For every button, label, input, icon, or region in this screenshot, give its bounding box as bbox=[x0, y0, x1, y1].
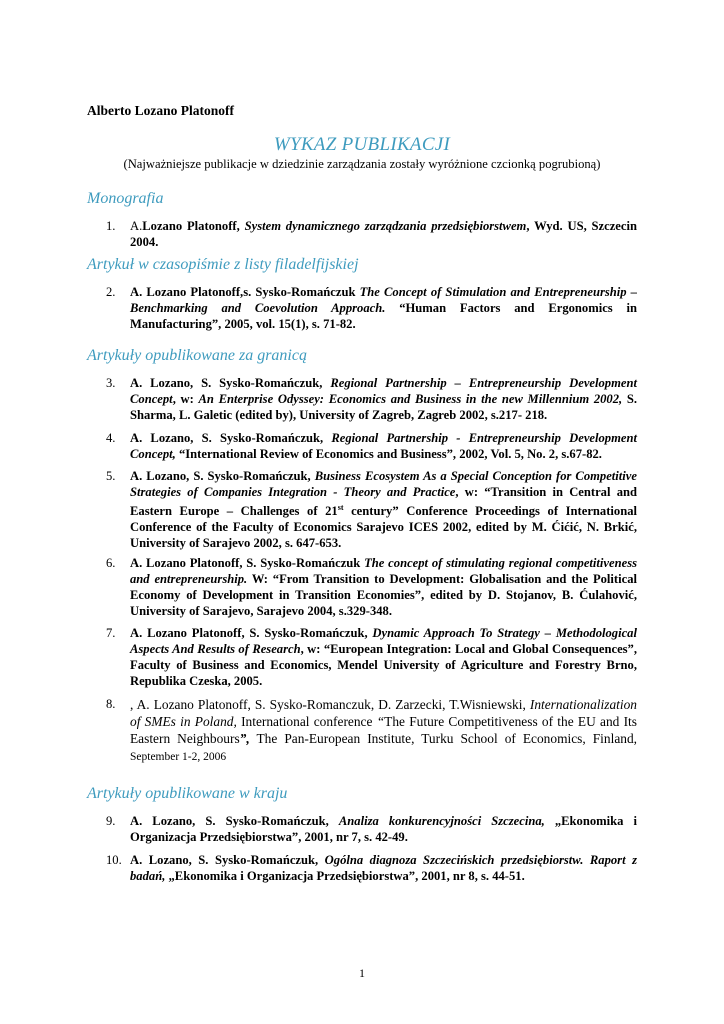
item-text: A. Lozano Platonoff,s. Sysko-Romańczuk The Concept of Stimulation and Entrepreneurship – Benchmarking and Coevolution Approach. “Human Factors and Ergonomics in Manufacturing”, 2005, vol. 15(1), s. 71-82. bbox=[130, 285, 637, 331]
publication-item bbox=[106, 468, 637, 551]
publication-item bbox=[106, 696, 637, 766]
item-number: 9. bbox=[106, 814, 116, 828]
page-number: 1 bbox=[359, 966, 365, 980]
item-number: 3. bbox=[106, 376, 116, 390]
item-text: , A. Lozano Platonoff, S. Sysko-Romanczuk, D. Zarzecki, T.Wisniewski, Internationalization of SMEs in Poland, International conference “The Future Competitiveness of the EU and Its Eastern Neighbours”, The Pan-European Institute, Turku School of Economics, Finland, September 1-2, 2006 bbox=[130, 697, 637, 763]
section-heading-granica: Artykuły opublikowane za granicą bbox=[87, 347, 307, 364]
item-number: 7. bbox=[106, 626, 116, 640]
page-title: WYKAZ PUBLIKACJI bbox=[273, 134, 451, 155]
item-text: A. Lozano Platonoff, S. Sysko-Romańczuk, Dynamic Approach To Strategy – Methodological Aspects And Results of Research, w: “European Integration: Local and Global Consequences”, Faculty of Business and Economics, Mendel University of Agriculture and Forestry Brno, Republika Czeska, 2005. bbox=[130, 626, 638, 688]
item-text: A. Lozano Platonoff, S. Sysko-Romańczuk The concept of stimulating regional competitiveness and entrepreneurship. W: “From Transition to Development: Globalisation and the Political Economy of Development in Transition Economies”, edited by D. Stojanov, B. Ćulahović, University of Sarajevo, Sarajevo 2004, s.329-348. bbox=[130, 556, 638, 618]
item-number: 5. bbox=[106, 469, 116, 483]
page-subtitle: (Najważniejsze publikacje w dziedzinie zarządzania zostały wyróżnione czcionką pogrubioną) bbox=[123, 157, 601, 171]
publication-item bbox=[106, 852, 637, 884]
publication-item bbox=[106, 218, 637, 250]
publication-item bbox=[106, 555, 637, 619]
item-text: A. Lozano, S. Sysko-Romańczuk, Regional Partnership - Entrepreneurship Development Concept, “International Review of Economics and Business”, 2002, Vol. 5, No. 2, s.67-82. bbox=[130, 431, 637, 461]
author-name: Alberto Lozano Platonoff bbox=[87, 103, 234, 118]
item-number: 4. bbox=[106, 431, 116, 445]
section-heading-filadelfijska: Artykuł w czasopiśmie z listy filadelfijskiej bbox=[87, 256, 359, 273]
item-number: 6. bbox=[106, 556, 116, 570]
item-text: A. Lozano, S. Sysko-Romańczuk, Business Ecosystem As a Special Conception for Competitive Strategies of Companies Integration - Theory and Practice, w: “Transition in Central and Eastern Europe – Challenges of 21st century” Conference Proceedings of International Conference of the Faculty of Economics Sarajevo ICES 2002, edited by M. Ćićić, N. Brkić, University of Sarajevo 2002, s. 647-653. bbox=[130, 469, 637, 551]
item-number: 10. bbox=[106, 853, 122, 867]
publication-item bbox=[106, 813, 637, 845]
item-text: A. Lozano, S. Sysko-Romańczuk, Analiza konkurencyjności Szczecina, „Ekonomika i Organizacja Przedsiębiorstwa”, 2001, nr 7, s. 42-49. bbox=[130, 814, 637, 844]
item-text: A. Lozano, S. Sysko-Romańczuk, Ogólna diagnoza Szczecińskich przedsiębiorstw. Raport z badań, „Ekonomika i Organizacja Przedsiębiorstwa”, 2001, nr 8, s. 44-51. bbox=[130, 853, 637, 883]
item-number: 2. bbox=[106, 285, 116, 299]
publication-item bbox=[106, 375, 637, 423]
item-number: 1. bbox=[106, 219, 116, 233]
section-heading-monografia: Monografia bbox=[87, 190, 164, 207]
item-number: 8. bbox=[106, 697, 116, 711]
item-text: A. Lozano, S. Sysko-Romańczuk, Regional Partnership – Entrepreneurship Development Concept, w: An Enterprise Odyssey: Economics and Business in the new Millennium 2002, S. Sharma, L. Galetic (edited by), University of Zagreb, Zagreb 2002, s.217- 218. bbox=[130, 376, 637, 422]
section-heading-kraj: Artykuły opublikowane w kraju bbox=[87, 785, 288, 802]
publication-item bbox=[106, 284, 637, 332]
item-text: A.Lozano Platonoff, System dynamicznego zarządzania przedsiębiorstwem, Wyd. US, Szczecin 2004. bbox=[130, 219, 637, 249]
publication-item bbox=[106, 430, 637, 462]
publication-item bbox=[106, 625, 637, 689]
